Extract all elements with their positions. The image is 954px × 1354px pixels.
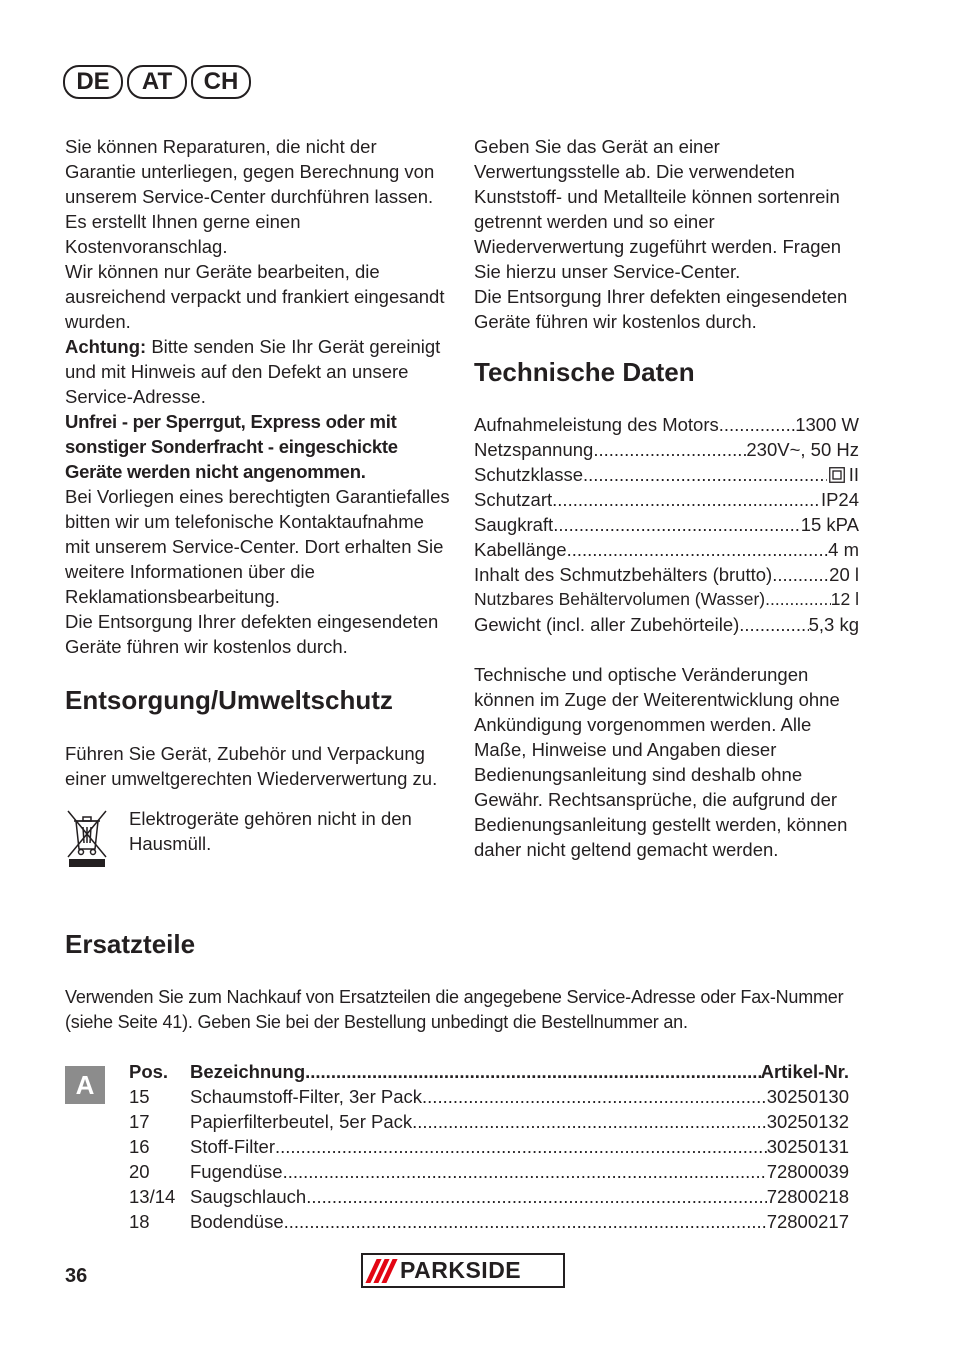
achtung-label: Achtung: (65, 336, 147, 357)
spec-label: Netzspannung (474, 439, 594, 460)
header-article-nr: Artikel-Nr. (760, 1061, 849, 1082)
part-pos: 13/14 (129, 1186, 176, 1207)
spec-label: Kabellänge (474, 539, 567, 560)
entsorgung-heading: Entsorgung/Umweltschutz (65, 685, 393, 715)
header-name: Bezeichnung (190, 1061, 306, 1082)
spec-value: 20 l (829, 564, 859, 585)
recycling-paragraph: Geben Sie das Gerät an einer Verwertungsstelle ab. Die verwendeten Kunststoff- und Metallteile können sortenrein getrennt werden und so einer Wiederverwertung zugeführt werden. Fragen Sie hierzu unser Service-Center. (474, 136, 842, 282)
spec-label: Gewicht (incl. aller Zubehörteile) (474, 614, 740, 635)
part-name: Schaumstoff-Filter, 3er Pack (190, 1086, 423, 1107)
repair-paragraph: Sie können Reparaturen, die nicht der Garantie unterliegen, gegen Berechnung von unserem Service-Center durchführen lassen. Es erstellt Ihnen gerne einen Kostenvoranschlag. (65, 136, 435, 257)
part-pos: 15 (129, 1086, 150, 1107)
spec-label: Saugkraft (474, 514, 554, 535)
packaging-paragraph: Wir können nur Geräte bearbeiten, die ausreichend verpackt und frankiert eingesandt wurden. (65, 261, 445, 332)
table-row (129, 1109, 849, 1134)
lang-badge-de: DE (63, 65, 123, 99)
part-article-nr: 30250130 (766, 1086, 849, 1107)
disposal-paragraph-right: Die Entsorgung Ihrer defekten eingesendeten Geräte führen wir kostenlos durch. (474, 286, 848, 332)
warranty-paragraph: Bei Vorliegen eines berechtigten Garantiefalles bitten wir um telefonische Kontaktaufnahme mit unserem Service-Center. Dort erhalten Sie weitere Informationen über die Reklamationsbearbeitung. (65, 486, 450, 607)
achtung-text: Bitte senden Sie Ihr Gerät gereinigt und mit Hinweis auf den Defekt an unsere Service-Adresse. (65, 336, 441, 407)
spec-row (474, 537, 859, 562)
spec-label: Nutzbares Behältervolumen (Wasser) (474, 589, 766, 609)
spec-value: 12 l (830, 589, 859, 609)
part-article-nr: 72800218 (766, 1186, 849, 1207)
part-name: Stoff-Filter (190, 1136, 275, 1157)
header-pos: Pos. (129, 1061, 169, 1082)
parts-table-header (129, 1059, 849, 1084)
unfrei-notice (65, 409, 450, 484)
spec-value: 230V~, 50 Hz (746, 439, 859, 460)
weee-notice (65, 807, 450, 867)
part-pos: 18 (129, 1211, 150, 1232)
spec-value: II (848, 464, 859, 485)
spec-row (474, 437, 859, 462)
entsorgung-paragraph: Führen Sie Gerät, Zubehör und Verpackung einer umweltgerechten Wiederverwertung zu. (65, 743, 438, 789)
tech-data-heading: Technische Daten (474, 357, 695, 387)
spec-row (474, 487, 859, 512)
spec-value: IP24 (820, 489, 859, 510)
spec-row (474, 462, 859, 487)
part-article-nr: 72800217 (766, 1211, 849, 1232)
protection-class-ii-icon (829, 467, 845, 483)
table-row (129, 1134, 849, 1159)
part-article-nr: 72800039 (766, 1161, 849, 1182)
part-article-nr: 30250132 (766, 1111, 849, 1132)
achtung-paragraph (65, 334, 450, 409)
parts-table (129, 1059, 849, 1234)
spec-row (474, 562, 859, 587)
spec-label: Aufnahmeleistung des Motors (474, 414, 719, 435)
spec-value: 5,3 kg (808, 614, 859, 635)
figure-a-badge: A (65, 1066, 105, 1104)
language-badges (63, 65, 251, 99)
part-name: Papierfilterbeutel, 5er Pack (190, 1111, 413, 1132)
ersatzteile-intro: Verwenden Sie zum Nachkauf von Ersatzteilen die angegebene Service-Adresse oder Fax-Nummer (siehe Seite 41). Geben Sie bei der Bestellung unbedingt die Bestellnummer an. (65, 987, 844, 1032)
part-pos: 20 (129, 1161, 150, 1182)
spec-row (474, 612, 859, 637)
table-row (129, 1209, 849, 1234)
spec-row (474, 587, 859, 612)
spec-table (474, 412, 859, 637)
logo-text: PARKSIDE (400, 1257, 522, 1283)
spec-row (474, 412, 859, 437)
page-number: 36 (65, 1265, 88, 1287)
spec-value: 15 kPA (800, 514, 859, 535)
spec-value: 1300 W (795, 414, 859, 435)
spec-value: 4 m (828, 539, 859, 560)
part-article-nr: 30250131 (766, 1136, 849, 1157)
disposal-paragraph: Die Entsorgung Ihrer defekten eingesendeten Geräte führen wir kostenlos durch. (65, 611, 439, 657)
spec-label: Schutzklasse (474, 464, 583, 485)
weee-text: Elektrogeräte gehören nicht in den Hausmüll. (129, 808, 412, 854)
ersatzteile-heading: Ersatzteile (65, 929, 196, 959)
logo-stripes (363, 1259, 392, 1283)
spec-label: Schutzart (474, 489, 553, 510)
disclaimer-paragraph: Technische und optische Veränderungen können im Zuge der Weiterentwicklung ohne Ankündigung vorgenommen werden. Alle Maße, Hinweise und Angaben dieser Bedienungsanleitung sind deshalb ohne Gewähr. Rechtsansprüche, die aufgrund der Bedienungsanleitung gestellt werden, können daher nicht geltend gemacht werden. (474, 664, 848, 860)
table-row (129, 1184, 849, 1209)
part-pos: 17 (129, 1111, 150, 1132)
table-row (129, 1084, 849, 1109)
left-column (65, 134, 450, 867)
crossed-out-bin-icon (65, 807, 109, 867)
parkside-logo (361, 1253, 565, 1288)
part-pos: 16 (129, 1136, 150, 1157)
right-column (474, 134, 859, 862)
lang-badge-at: AT (127, 65, 187, 99)
part-name: Saugschlauch (190, 1186, 307, 1207)
part-name: Bodendüse. (190, 1211, 289, 1232)
lang-badge-ch: CH (191, 65, 251, 99)
unfrei-text: Unfrei - per Sperrgut, Express oder mit sonstiger Sonderfracht - eingeschickte Geräte werden nicht angenommen. (65, 411, 398, 482)
spec-label: Inhalt des Schmutzbehälters (brutto) (474, 564, 773, 585)
part-name: Fugendüse (190, 1161, 283, 1182)
table-row (129, 1159, 849, 1184)
spec-row (474, 512, 859, 537)
